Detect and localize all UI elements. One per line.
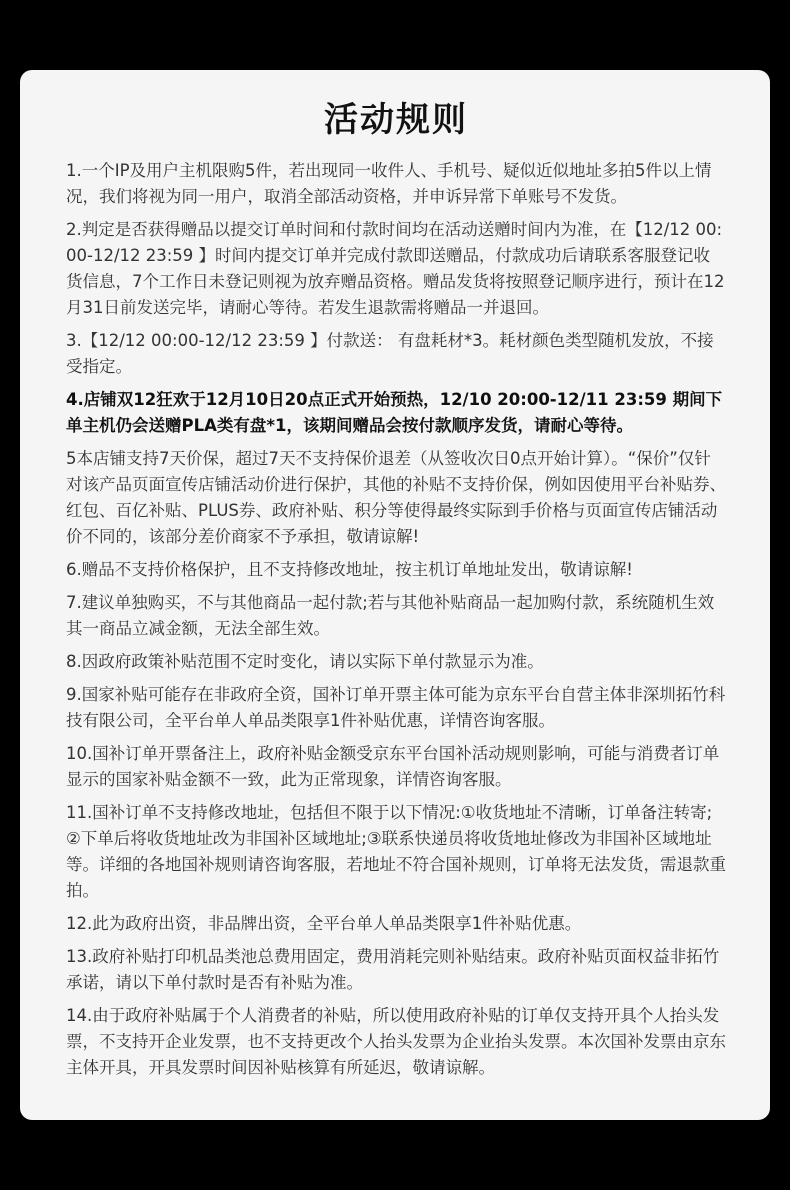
rule-item: 3.【12/12 00:00-12/12 23:59 】付款送： 有盘耗材*3。耗材颜色类型随机发放，不接受指定。 — [66, 331, 714, 376]
rule-item: 4.店铺双12狂欢于12月10日20点正式开始预热，12/10 20:00-12/11 23:59 期间下单主机仍会送赠PLA类有盘*1，该期间赠品会按付款顺序发货，请耐心等待。 — [66, 390, 723, 435]
rule-item: 9.国家补贴可能存在非政府全资，国补订单开票主体可能为京东平台自营主体非深圳拓竹科技有限公司，全平台单人单品类限享1件补贴优惠，详情咨询客服。 — [66, 685, 726, 730]
rule-item: 8.因政府政策补贴范围不定时变化，请以实际下单付款显示为准。 — [66, 652, 544, 671]
page-title: 活动规则 — [324, 100, 468, 140]
rule-item: 5本店铺支持7天价保，超过7天不支持保价退差（从签收次日0点开始计算）。“保价”仅针对该产品页面宣传店铺活动价进行保护，其他的补贴不支持价保，例如因使用平台补贴券、红包、百亿补贴、PLUS券、政府补贴、积分等使得最终实际到手价格与页面宣传店铺活动价不同的，该部分差价商家不予承担，敬请谅解! — [66, 449, 726, 546]
rule-item: 12.此为政府出资，非品牌出资，全平台单人单品类限享1件补贴优惠。 — [66, 914, 582, 933]
rules-card — [20, 70, 770, 1120]
rule-item: 7.建议单独购买，不与其他商品一起付款;若与其他补贴商品一起加购付款，系统随机生效其一商品立减金额，无法全部生效。 — [66, 593, 715, 638]
rules-list — [66, 158, 726, 1081]
rule-item: 1.一个IP及用户主机限购5件，若出现同一收件人、手机号、疑似近似地址多拍5件以上情况，我们将视为同一用户，取消全部活动资格，并申诉异常下单账号不发货。 — [66, 161, 712, 206]
rule-item: 11.国补订单不支持修改地址，包括但不限于以下情况:①收货地址不清晰，订单备注转寄;②下单后将收货地址改为非国补区域地址;③联系快递员将收货地址修改为非国补区域地址等。详细的各地国补规则请咨询客服，若地址不符合国补规则，订单将无法发货，需退款重拍。 — [66, 803, 726, 900]
rule-item: 10.国补订单开票备注上，政府补贴金额受京东平台国补活动规则影响，可能与消费者订单显示的国家补贴金额不一致，此为正常现象，详情咨询客服。 — [66, 744, 720, 789]
rule-item: 14.由于政府补贴属于个人消费者的补贴，所以使用政府补贴的订单仅支持开具个人抬头发票，不支持开企业发票，也不支持更改个人抬头发票为企业抬头发票。本次国补发票由京东主体开具，开具发票时间因补贴核算有所延迟，敬请谅解。 — [66, 1006, 726, 1077]
rule-item: 13.政府补贴打印机品类池总费用固定，费用消耗完则补贴结束。政府补贴页面权益非拓竹承诺，请以下单付款时是否有补贴为准。 — [66, 947, 720, 992]
rule-item: 2.判定是否获得赠品以提交订单时间和付款时间均在活动送赠时间内为准，在【12/12 00:00-12/12 23:59 】时间内提交订单并完成付款即送赠品，付款成功后请联系客服登记收货信息，7个工作日未登记则视为放弃赠品资格。赠品发货将按照登记顺序进行，预计在12月31日前发送完毕，请耐心等待。若发生退款需将赠品一并退回。 — [66, 220, 725, 317]
rule-item: 6.赠品不支持价格保护，且不支持修改地址，按主机订单地址发出，敬请谅解! — [66, 560, 633, 579]
